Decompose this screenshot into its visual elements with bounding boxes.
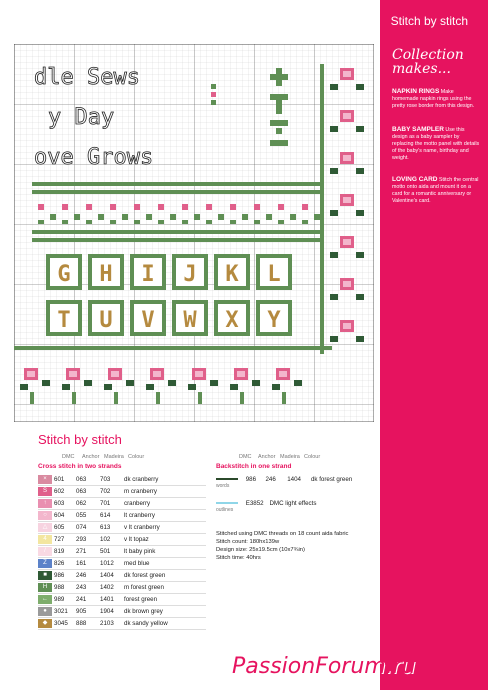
key-madeira: 1012 <box>98 558 122 570</box>
key-dmc: 988 <box>52 582 74 594</box>
column-header-colour: Colour <box>128 454 145 460</box>
leaf-stitch <box>62 384 70 390</box>
key-madeira: 501 <box>98 546 122 558</box>
leaf-stitch <box>182 220 188 224</box>
leaf-stitch <box>330 168 338 174</box>
symbol-swatch: △ <box>38 523 52 532</box>
key-anchor: 271 <box>74 546 98 558</box>
flower-stitch <box>134 204 140 210</box>
small-flower-motif <box>211 84 216 105</box>
key-anchor: 246 <box>74 570 98 582</box>
leaf-stitch <box>38 220 44 224</box>
key-dmc: 819 <box>52 546 74 558</box>
key-symbol <box>38 474 52 486</box>
leaf-stitch <box>84 380 92 386</box>
collection-heading: Collection makes... <box>392 47 464 77</box>
leaf-stitch <box>254 220 260 224</box>
key-dmc: 3045 <box>52 618 74 630</box>
leaf-stitch <box>62 220 68 224</box>
leaf-stitch <box>146 214 152 220</box>
key-madeira: 2103 <box>98 618 122 630</box>
leaf-stitch <box>356 294 364 300</box>
backstitch-row <box>216 476 352 489</box>
key-anchor: 243 <box>74 582 98 594</box>
backstitch-row <box>216 500 316 513</box>
backstitch-use: words <box>216 483 230 489</box>
motto-line-3: ove Grows <box>34 145 154 170</box>
key-title: Stitch by stitch <box>38 432 122 447</box>
leaf-stitch <box>98 214 104 220</box>
leaf-stitch <box>294 380 302 386</box>
leaf-stitch <box>170 214 176 220</box>
cross-stitch-table <box>38 474 206 630</box>
symbol-swatch: Z <box>38 559 52 568</box>
key-anchor: 241 <box>74 594 98 606</box>
sidebar-item-title: LOVING CARD <box>392 176 438 183</box>
key-anchor: 293 <box>74 534 98 546</box>
rose-highlight <box>111 371 119 377</box>
leaf-stitch <box>74 214 80 220</box>
leaf-stitch <box>146 384 154 390</box>
leaf-stitch <box>330 252 338 258</box>
key-anchor: 062 <box>74 498 98 510</box>
backstitch-swatch <box>216 502 238 504</box>
stem-stitch <box>240 392 244 404</box>
leaf-stitch <box>356 168 364 174</box>
stitch-info <box>216 530 348 562</box>
rose-highlight <box>237 371 245 377</box>
key-row <box>38 498 206 510</box>
rose-highlight <box>343 323 351 329</box>
symbol-swatch: ○ <box>38 511 52 520</box>
leaf-stitch <box>218 214 224 220</box>
sidebar-item-text: Stitch the central motto onto aida and mount it on a card for a romantic anniversary or Valentine's card. <box>392 177 479 204</box>
key-colour: lt baby pink <box>122 546 206 558</box>
key-dmc: 604 <box>52 510 74 522</box>
leaf-stitch <box>290 214 296 220</box>
leaf-stitch <box>242 214 248 220</box>
key-dmc: 826 <box>52 558 74 570</box>
key-madeira: 614 <box>98 510 122 522</box>
border-line <box>32 238 322 242</box>
flower-stitch <box>302 204 308 210</box>
rose-highlight <box>153 371 161 377</box>
key-symbol <box>38 486 52 498</box>
flower-stitch <box>38 204 44 210</box>
flower-stitch <box>110 204 116 210</box>
key-madeira: 703 <box>98 474 122 486</box>
leaf-stitch <box>314 214 320 220</box>
key-symbol <box>38 498 52 510</box>
leaf-stitch <box>330 84 338 90</box>
flower-stitch <box>182 204 188 210</box>
alphabet-letter: W <box>183 308 197 333</box>
rose-highlight <box>195 371 203 377</box>
leaf-stitch <box>50 214 56 220</box>
sidebar-item-loving-card <box>392 176 480 205</box>
key-anchor: 161 <box>74 558 98 570</box>
key-colour: v lt topaz <box>122 534 206 546</box>
symbol-swatch: ← <box>38 595 52 604</box>
symbol-swatch: S <box>38 487 52 496</box>
flower-stitch <box>206 204 212 210</box>
info-line: Stitched using DMC threads on 18 count aida fabric <box>216 531 349 537</box>
watermark: PassionForum.ru <box>232 654 416 679</box>
alphabet-letter: U <box>99 308 113 333</box>
column-header-anchor: Anchor <box>258 454 276 460</box>
key-symbol <box>38 510 52 522</box>
stem-stitch <box>114 392 118 404</box>
key-madeira: 702 <box>98 486 122 498</box>
sidebar-item-text: Use this design as a baby sampler by replacing the motto panel with details of the baby's name, birthday and weight. <box>392 127 480 161</box>
leaf-stitch <box>266 214 272 220</box>
key-dmc: 601 <box>52 474 74 486</box>
key-madeira: 1904 <box>98 606 122 618</box>
key-row <box>38 474 206 486</box>
leaf-stitch <box>168 380 176 386</box>
stem-stitch <box>198 392 202 404</box>
key-row <box>38 582 206 594</box>
stem-stitch <box>72 392 76 404</box>
leaf-stitch <box>210 380 218 386</box>
leaf-stitch <box>330 210 338 216</box>
key-colour: cranberry <box>122 498 206 510</box>
key-madeira: 1404 <box>98 570 122 582</box>
key-colour: dk cranberry <box>122 474 206 486</box>
leaf-stitch <box>42 380 50 386</box>
key-dmc: 3021 <box>52 606 74 618</box>
key-symbol <box>38 570 52 582</box>
key-colour: forest green <box>122 594 206 606</box>
stem-stitch <box>30 392 34 404</box>
info-line: Stitch count: 180hx139w <box>216 539 280 545</box>
leaf-stitch <box>330 336 338 342</box>
rose-highlight <box>343 281 351 287</box>
rose-highlight <box>279 371 287 377</box>
key-colour: v lt cranberry <box>122 522 206 534</box>
backstitch-use: outlines <box>216 507 234 513</box>
key-madeira: 701 <box>98 498 122 510</box>
key-symbol <box>38 606 52 618</box>
sidebar-item-title: NAPKIN RINGS <box>392 88 440 95</box>
key-symbol <box>38 534 52 546</box>
alphabet-letter: K <box>225 262 239 287</box>
rose-highlight <box>343 197 351 203</box>
motto-line-1: dle Sews <box>34 65 140 90</box>
motto-line-2: y Day <box>48 105 115 130</box>
symbol-swatch: H <box>38 583 52 592</box>
leaf-stitch <box>356 126 364 132</box>
rose-highlight <box>27 371 35 377</box>
symbol-swatch: × <box>38 475 52 484</box>
leaf-stitch <box>104 384 112 390</box>
column-header-anchor: Anchor <box>82 454 100 460</box>
flower-stitch <box>254 204 260 210</box>
stem-stitch <box>156 392 160 404</box>
leaf-stitch <box>86 220 92 224</box>
leaf-stitch <box>230 384 238 390</box>
key-colour: dk sandy yellow <box>122 618 206 630</box>
sidebar-item-napkin-rings <box>392 88 480 110</box>
rose-highlight <box>69 371 77 377</box>
key-row <box>38 486 206 498</box>
border-line <box>320 64 324 354</box>
key-row <box>38 618 206 630</box>
key-anchor: 063 <box>74 486 98 498</box>
rose-highlight <box>343 155 351 161</box>
key-row <box>38 510 206 522</box>
key-colour: m forest green <box>122 582 206 594</box>
leaf-stitch <box>330 294 338 300</box>
key-symbol <box>38 558 52 570</box>
symbol-swatch: 4 <box>38 535 52 544</box>
leaf-stitch <box>356 336 364 342</box>
key-row <box>38 546 206 558</box>
leaf-stitch <box>356 252 364 258</box>
column-header-madeira: Madeira <box>280 454 300 460</box>
leaf-stitch <box>230 220 236 224</box>
key-row <box>38 558 206 570</box>
alphabet-letter: X <box>225 308 239 333</box>
key-dmc: 603 <box>52 498 74 510</box>
flower-stitch <box>158 204 164 210</box>
key-symbol <box>38 522 52 534</box>
symbol-swatch: ● <box>38 607 52 616</box>
backstitch-swatch <box>216 478 238 480</box>
alphabet-letter: Y <box>267 308 281 333</box>
info-line: Design size: 25x19.5cm (10x7¾in) <box>216 547 305 553</box>
backstitch-anchor: 246 <box>265 476 276 483</box>
backstitch-dmc: 986 <box>245 476 257 483</box>
alphabet-letter: H <box>99 262 113 287</box>
key-anchor: 905 <box>74 606 98 618</box>
key-anchor: 063 <box>74 474 98 486</box>
backstitch-section-title: Backstitch in one strand <box>216 463 292 470</box>
leaf-stitch <box>110 220 116 224</box>
cross-stitch-chart <box>14 44 374 422</box>
alphabet-letter: L <box>267 262 281 287</box>
leaf-stitch <box>302 220 308 224</box>
alphabet-letter: T <box>57 308 71 333</box>
key-symbol <box>38 582 52 594</box>
key-row <box>38 570 206 582</box>
flower-stitch <box>278 204 284 210</box>
key-dmc: 986 <box>52 570 74 582</box>
alphabet-letter: J <box>183 262 197 287</box>
key-dmc: 605 <box>52 522 74 534</box>
backstitch-colour: DMC light effects <box>269 500 317 507</box>
leaf-stitch <box>126 380 134 386</box>
key-madeira: 613 <box>98 522 122 534</box>
backstitch-colour: dk forest green <box>310 476 353 483</box>
flower-stitch <box>86 204 92 210</box>
sidebar-item-title: BABY SAMPLER <box>392 126 444 133</box>
stem-stitch <box>282 392 286 404</box>
symbol-swatch: / <box>38 547 52 556</box>
backstitch-madeira: 1404 <box>287 476 301 483</box>
backstitch-dmc: E3852 <box>245 500 264 507</box>
key-symbol <box>38 618 52 630</box>
key-symbol <box>38 594 52 606</box>
leaf-stitch <box>188 384 196 390</box>
leaf-stitch <box>252 380 260 386</box>
key-colour: dk forest green <box>122 570 206 582</box>
rose-highlight <box>343 239 351 245</box>
rose-highlight <box>343 113 351 119</box>
symbol-swatch: ↑ <box>38 499 52 508</box>
key-dmc: 602 <box>52 486 74 498</box>
column-header-dmc: DMC <box>239 454 252 460</box>
border-line <box>32 190 322 194</box>
sidebar-item-text: Make homemade napkin rings using the pretty rose border from this design. <box>392 89 475 109</box>
leaf-stitch <box>122 214 128 220</box>
column-header-madeira: Madeira <box>104 454 124 460</box>
info-line: Stitch time: 40hrs <box>216 555 261 561</box>
leaf-stitch <box>356 84 364 90</box>
leaf-stitch <box>330 126 338 132</box>
leaf-stitch <box>272 384 280 390</box>
key-colour: m cranberry <box>122 486 206 498</box>
key-row <box>38 534 206 546</box>
key-colour: dk brown grey <box>122 606 206 618</box>
border-line <box>32 182 322 186</box>
key-symbol <box>38 546 52 558</box>
key-madeira: 1401 <box>98 594 122 606</box>
key-colour: med blue <box>122 558 206 570</box>
key-madeira: 102 <box>98 534 122 546</box>
key-dmc: 989 <box>52 594 74 606</box>
leaf-stitch <box>278 220 284 224</box>
key-row <box>38 522 206 534</box>
sidebar-item-baby-sampler <box>392 126 480 162</box>
symbol-swatch: ■ <box>38 571 52 580</box>
leaf-stitch <box>206 220 212 224</box>
key-madeira: 1402 <box>98 582 122 594</box>
leaf-stitch <box>158 220 164 224</box>
alphabet-letter: I <box>141 262 155 287</box>
leaf-stitch <box>356 210 364 216</box>
alphabet-letter: G <box>57 262 71 287</box>
cross-stitch-section-title: Cross stitch in two strands <box>38 463 122 470</box>
symbol-swatch: ◆ <box>38 619 52 628</box>
key-anchor: 055 <box>74 510 98 522</box>
border-line <box>14 346 332 350</box>
rose-highlight <box>343 71 351 77</box>
alphabet-letter: V <box>141 308 155 333</box>
leaf-stitch <box>134 220 140 224</box>
key-colour: lt cranberry <box>122 510 206 522</box>
key-anchor: 074 <box>74 522 98 534</box>
column-header-colour: Colour <box>304 454 321 460</box>
key-dmc: 727 <box>52 534 74 546</box>
column-header-dmc: DMC <box>62 454 75 460</box>
flower-stitch <box>62 204 68 210</box>
leaf-stitch <box>20 384 28 390</box>
leaf-stitch <box>194 214 200 220</box>
key-row <box>38 606 206 618</box>
border-line <box>32 230 322 234</box>
key-anchor: 888 <box>74 618 98 630</box>
key-row <box>38 594 206 606</box>
page-header-title: Stitch by stitch <box>390 14 468 28</box>
flower-stitch <box>230 204 236 210</box>
